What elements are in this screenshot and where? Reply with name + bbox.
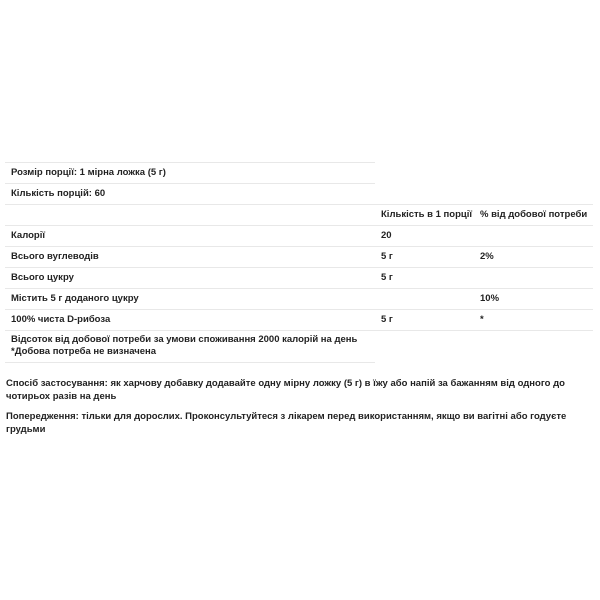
- table-row: [5, 289, 593, 310]
- serving-size: Розмір порції: 1 мірна ложка (5 г): [5, 162, 375, 183]
- nutrient-amount: 5 г: [381, 247, 480, 268]
- nutrition-table: [5, 204, 593, 331]
- table-row: [5, 247, 593, 268]
- nutrient-dv: 2%: [480, 247, 593, 268]
- nutrient-name: Калорії: [5, 226, 381, 247]
- nutrient-name: Містить 5 г доданого цукру: [5, 289, 381, 310]
- nutrient-amount: 5 г: [381, 310, 480, 331]
- servings-per-container: Кількість порцій: 60: [5, 183, 375, 204]
- header-amount: Кількість в 1 порції: [381, 205, 480, 226]
- nutrient-amount: 20: [381, 226, 480, 247]
- nutrient-amount: 5 г: [381, 268, 480, 289]
- footnote-not-established: *Добова потреба не визначена: [11, 346, 157, 357]
- nutrient-dv: [480, 268, 593, 289]
- nutrient-name: Всього цукру: [5, 268, 381, 289]
- nutrient-dv: [480, 226, 593, 247]
- table-row: [5, 226, 593, 247]
- footnote-daily-value: Відсоток від добової потреби за умови споживання 2000 калорій на день: [11, 334, 358, 345]
- warning-text: Попередження: тільки для дорослих. Проконсультуйтеся з лікарем перед використанням, якщо ви вагітні або годуєте грудьми: [6, 411, 567, 435]
- nutrient-name: Всього вуглеводів: [5, 247, 381, 268]
- table-row: [5, 268, 593, 289]
- table-row: [5, 310, 593, 331]
- nutrient-dv: 10%: [480, 289, 593, 310]
- header-daily-value: % від добової потреби: [480, 205, 593, 226]
- supplement-facts-panel: [5, 162, 593, 363]
- usage-instructions: Спосіб застосування: як харчову добавку додавайте одну мірну ложку (5 г) в їжу або напій за бажанням від одного до чотирьох разів на день: [6, 378, 565, 402]
- footnotes: [5, 331, 375, 363]
- nutrient-name: 100% чиста D-рибоза: [5, 310, 381, 331]
- header-nutrient: [5, 205, 381, 226]
- nutrient-amount: [381, 289, 480, 310]
- nutrient-dv: *: [480, 310, 593, 331]
- table-header-row: [5, 205, 593, 226]
